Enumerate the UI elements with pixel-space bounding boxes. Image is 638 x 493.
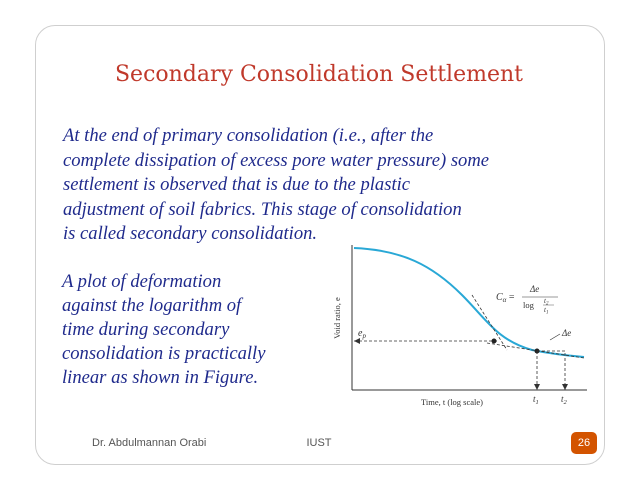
consolidation-figure [322, 240, 592, 415]
y-axis-label: Void ratio, e [332, 297, 342, 339]
delta-e-pointer [550, 334, 560, 340]
ep-label [358, 328, 366, 340]
formula-equals: = [506, 292, 515, 303]
formula-numerator: Δe [530, 284, 540, 294]
plot-description-line: A plot of deformation [62, 271, 222, 292]
formula-log: log [523, 300, 534, 310]
t1-label-sub: 1 [535, 399, 539, 406]
intro-paragraph [63, 124, 568, 247]
t2-label [561, 394, 568, 406]
formula-frac-bottom-sub: 1 [545, 310, 549, 316]
page-number-badge: 26 [571, 432, 597, 454]
intro-line: complete dissipation of excess pore water pressure) some [63, 149, 490, 171]
formula-frac-bottom [544, 306, 548, 316]
formula-lhs-sub: α [502, 296, 507, 304]
t2-arrowhead [562, 384, 568, 390]
t1-arrowhead [534, 384, 540, 390]
formula-frac-top-main: t [544, 297, 546, 305]
formula-frac-top-sub: 2 [545, 301, 549, 307]
intro-line: is called secondary consolidation. [63, 223, 318, 244]
intro-line: At the end of primary consolidation (i.e., after the [63, 125, 434, 146]
slide-title: Secondary Consolidation Settlement [114, 62, 524, 87]
x-axis-label: Time, t (log scale) [420, 397, 484, 407]
intro-line: settlement is observed that is due to the plastic [63, 174, 411, 195]
plot-description-line: linear as shown in Figure. [62, 367, 259, 388]
ep-point [492, 339, 497, 344]
t1-label [533, 394, 539, 406]
plot-description-line: consolidation is practically [62, 343, 266, 364]
t2-label-main: t [561, 394, 564, 404]
footer-author: Dr. Abdulmannan Orabi [92, 437, 207, 449]
intro-line: adjustment of soil fabrics. This stage of consolidation [63, 198, 462, 220]
formula-lhs [496, 292, 515, 304]
ep-label-sub: p [362, 332, 366, 340]
plot-description-line: time during secondary [62, 319, 230, 340]
plot-description [62, 270, 302, 390]
delta-e-label: Δe [562, 328, 572, 338]
footer-institution: IUST [306, 437, 332, 449]
plot-description-line: against the logarithm of [62, 295, 242, 316]
formula-frac-bottom-main: t [544, 306, 546, 314]
formula-lhs-main: C [496, 292, 503, 303]
ep-label-main: e [358, 328, 363, 339]
t2-label-sub: 2 [563, 399, 567, 406]
secondary-compression-formula [496, 284, 558, 316]
t1-label-main: t [533, 394, 536, 404]
